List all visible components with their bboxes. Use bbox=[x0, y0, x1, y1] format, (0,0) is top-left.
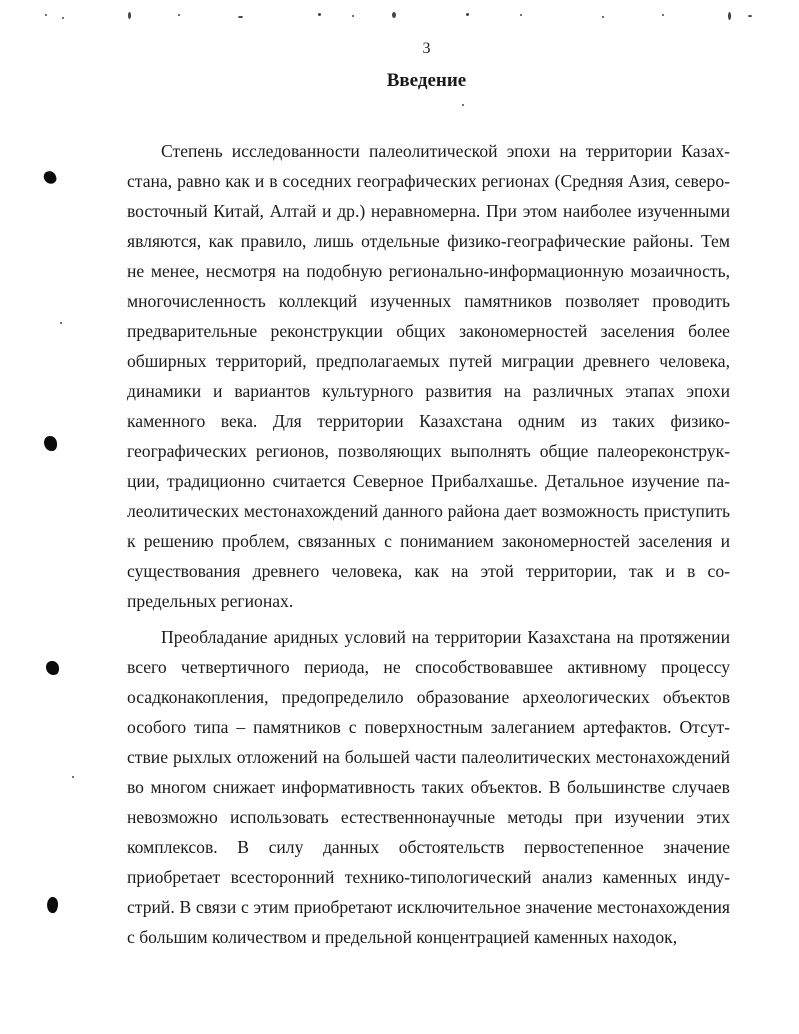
scan-noise-top bbox=[0, 8, 799, 24]
scan-speck bbox=[60, 322, 62, 324]
binder-hole-mark bbox=[42, 169, 58, 185]
page-number: 3 bbox=[422, 40, 431, 57]
scan-speck bbox=[462, 104, 464, 106]
binder-hole-mark bbox=[46, 661, 59, 675]
paragraph-2: Преобладание аридных условий на территории Казахстана на протяжении всего четвертичного периода, не способствовавшее активному процессу осадконакопления, предопределило образование археологических объектов особого типа – памятников с поверхностным залеганием артефактов. Отсутствие рыхлых отложений на большей части палеолитических местонахождений во многом снижает информативность таких объектов. В большинстве случаев невозможно использовать естественнонаучные методы при изучении этих комплексов. В силу данных обстоятельств первостепенное значение приобретает всесторонний технико-типологический анализ каменных индустрий. В связи с этим приобретают исключительное значение местонахождения с большим количеством и предельной концентрацией каменных находок, bbox=[127, 627, 730, 947]
binder-hole-mark bbox=[46, 896, 60, 914]
paragraph-1: Степень исследованности палеолитической эпохи на территории Казахстана, равно как и в соседних географических регионах (Средняя Азия, северо-восточный Китай, Алтай и др.) неравномерна. При этом наиболее изученными являются, как правило, лишь отдельные физико-географические районы. Тем не менее, несмотря на подобную регионально-информационную мозаичность, многочисленность коллекций изученных памятников позволяет проводить предварительные реконструкции общих закономерностей заселения более обширных территорий, предполагаемых путей миграции древнего человека, динамики и вариантов культурного развития на различных этапах эпохи каменного века. Для территории Казахстана одним из таких физико-географических регионов, позволяющих выполнять общие палеореконструкции, традиционно считается Северное Прибалхашье. Детальное изучение палеолитических местонахождений данного района дает возможность приступить к решению проблем, связанных с пониманием закономерностей заселения и существования древнего человека, как на этой территории, так и в сопредельных регионах. bbox=[127, 141, 730, 611]
document-body bbox=[127, 136, 730, 958]
binder-hole-mark bbox=[44, 436, 57, 451]
scan-speck bbox=[72, 776, 74, 778]
page-title: Введение bbox=[386, 70, 467, 91]
